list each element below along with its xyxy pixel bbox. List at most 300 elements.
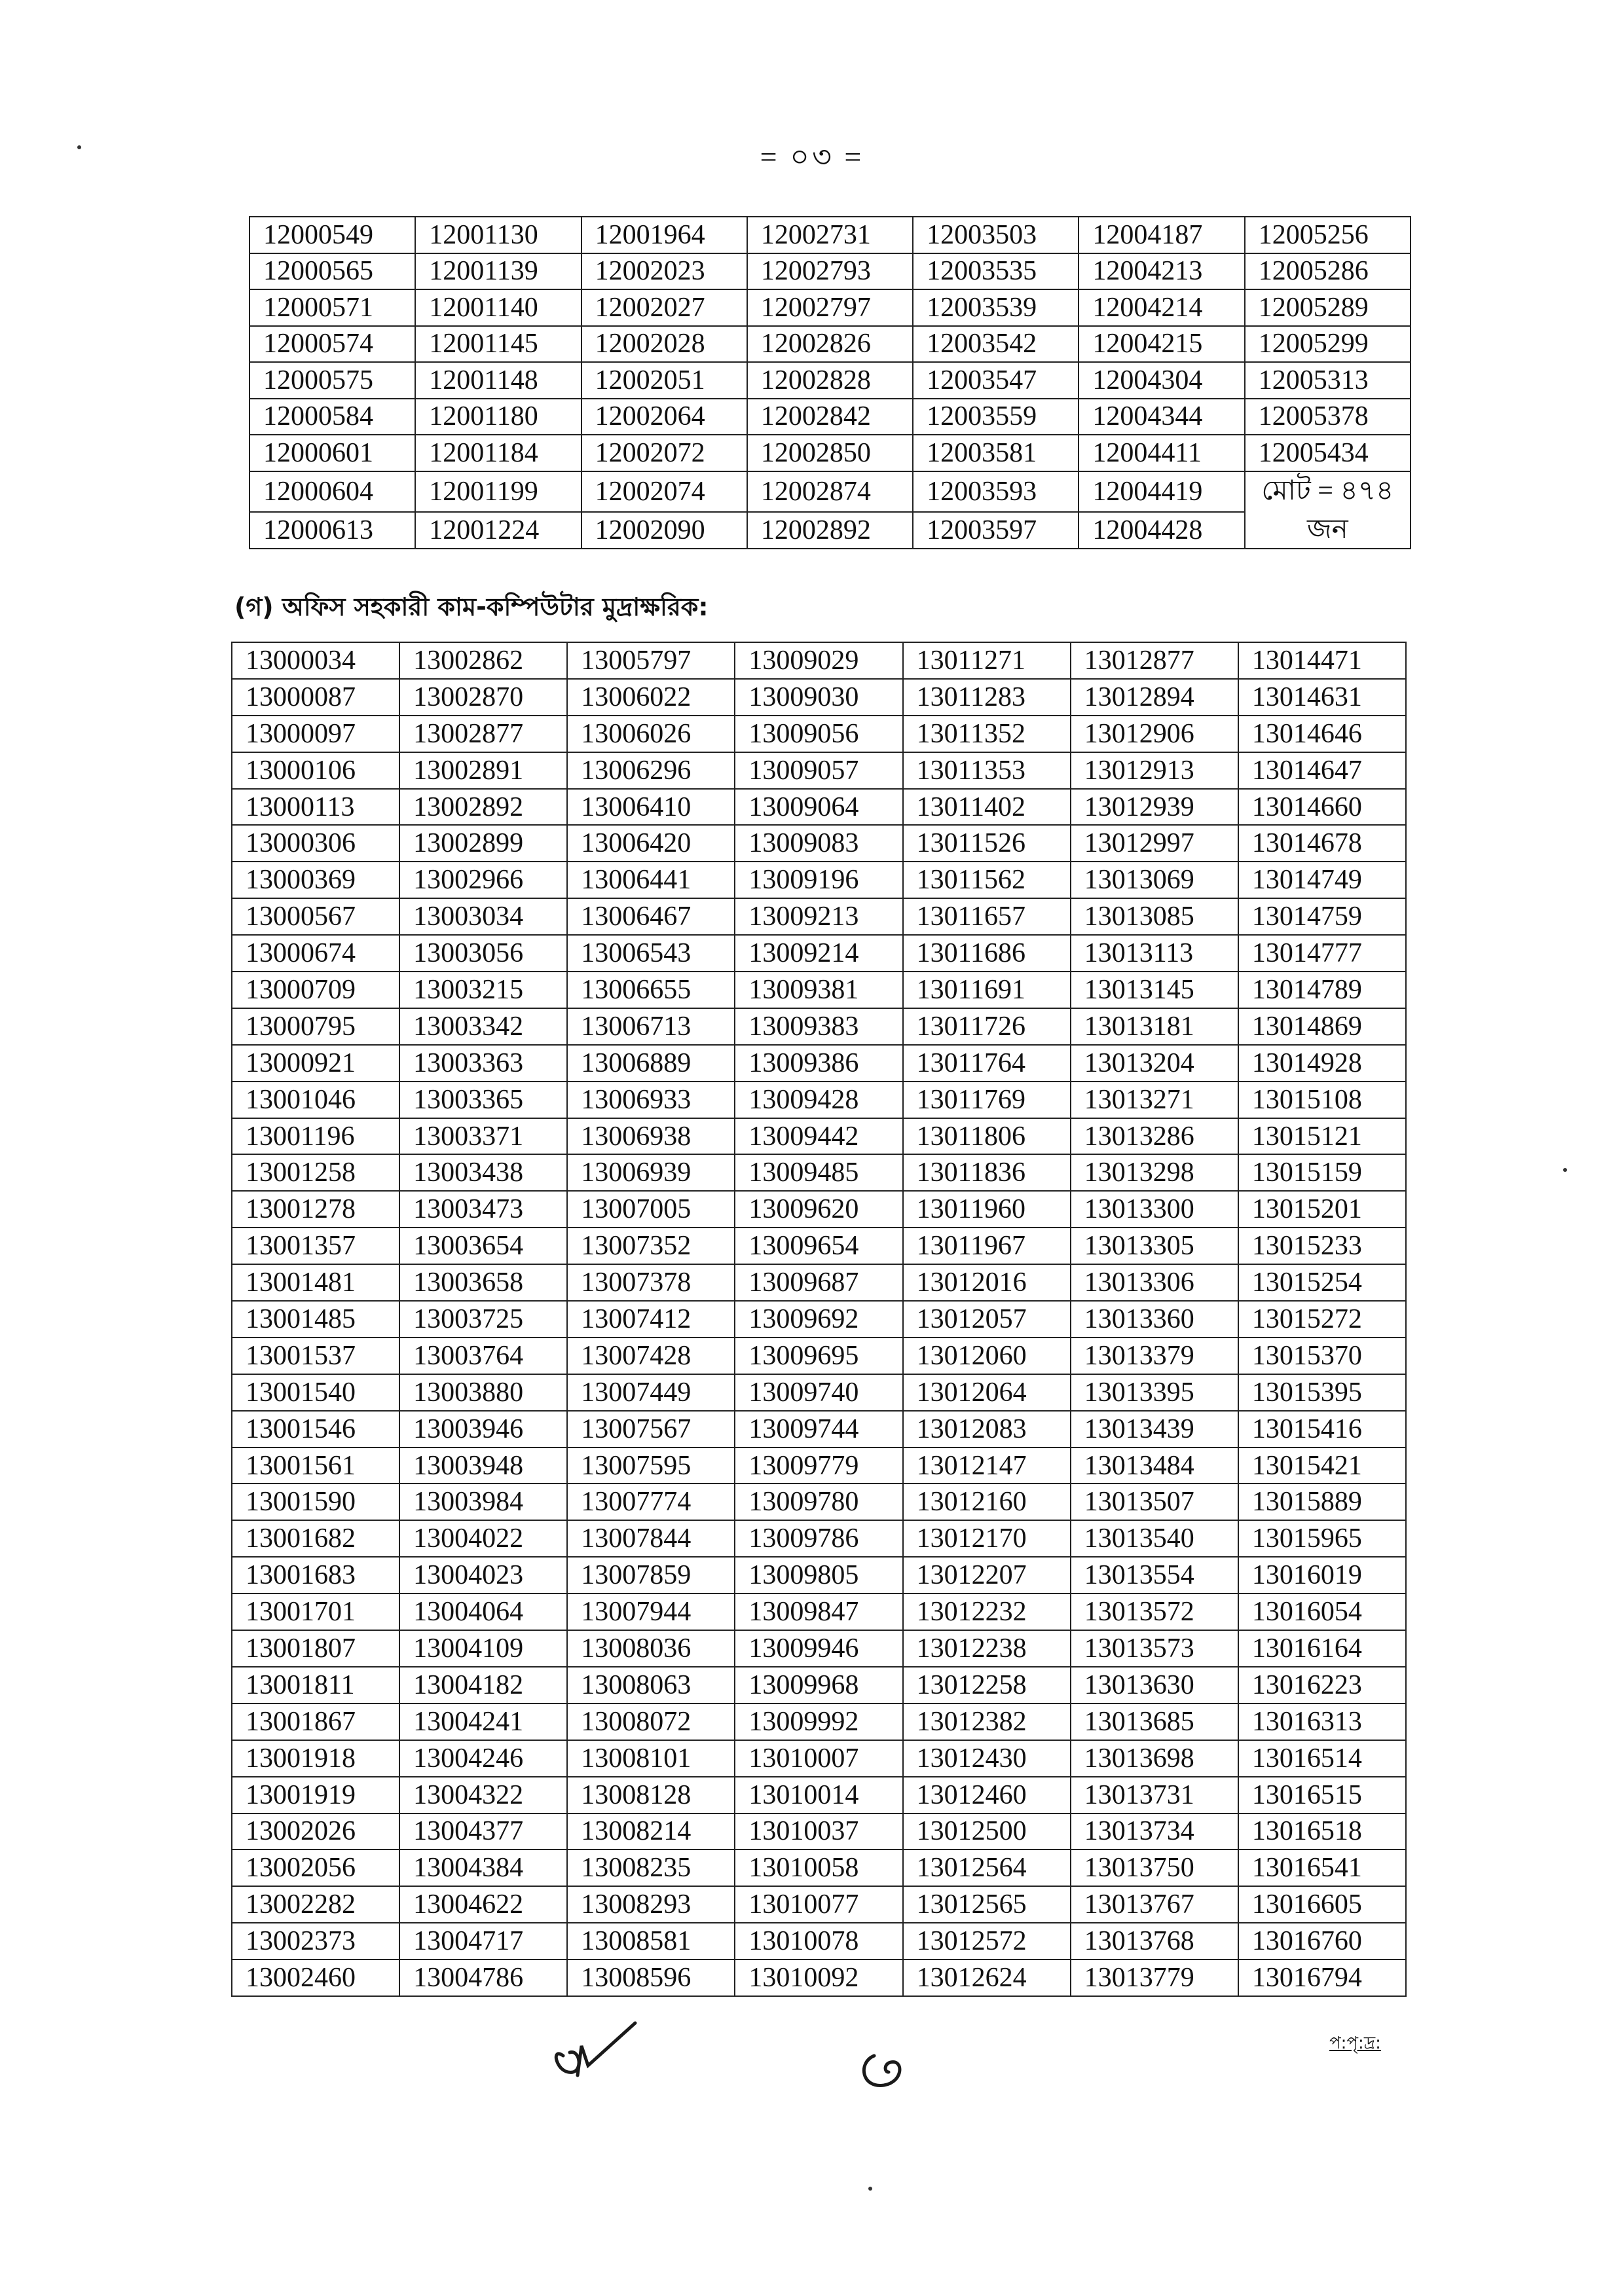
roll-number-cell: 12002892: [747, 512, 913, 549]
roll-number-cell: 13001919: [232, 1777, 399, 1813]
roll-number-cell: 13014749: [1238, 862, 1406, 898]
roll-number-cell: 13013630: [1071, 1667, 1238, 1704]
roll-number-cell: 13016605: [1238, 1886, 1406, 1923]
roll-number-cell: 13013484: [1071, 1448, 1238, 1484]
table-row: [232, 752, 1406, 789]
roll-number-cell: 13013685: [1071, 1704, 1238, 1740]
roll-number-cell: 13003948: [399, 1448, 567, 1484]
table-row: [232, 1448, 1406, 1484]
roll-number-cell: 12005289: [1245, 289, 1411, 326]
roll-number-cell: 13007844: [567, 1520, 735, 1557]
roll-number-cell: 13000087: [232, 679, 399, 716]
roll-number-cell: 13012238: [903, 1630, 1071, 1667]
roll-number-cell: 13001540: [232, 1374, 399, 1411]
roll-number-cell: 13012060: [903, 1338, 1071, 1374]
roll-number-cell: 13002877: [399, 716, 567, 752]
roll-number-cell: 13013085: [1071, 898, 1238, 935]
roll-number-cell: 13016760: [1238, 1923, 1406, 1959]
roll-number-cell: 13009213: [735, 898, 902, 935]
roll-number-cell: 13009692: [735, 1301, 902, 1338]
roll-number-cell: 13013573: [1071, 1630, 1238, 1667]
roll-number-cell: 13001682: [232, 1520, 399, 1557]
roll-number-cell: 13000113: [232, 789, 399, 826]
roll-number-cell: 13011402: [903, 789, 1071, 826]
roll-number-cell: 13014678: [1238, 825, 1406, 862]
roll-number-cell: 12004411: [1079, 435, 1244, 471]
table-row: [232, 1886, 1406, 1923]
roll-number-cell: 13006939: [567, 1154, 735, 1191]
roll-number-cell: 13013298: [1071, 1154, 1238, 1191]
roll-number-cell: 12002828: [747, 362, 913, 399]
roll-number-cell: 13011352: [903, 716, 1071, 752]
roll-number-cell: 13007378: [567, 1264, 735, 1301]
table-row: [232, 1118, 1406, 1155]
section-heading: (গ) অফিস সহকারী কাম-কম্পিউটার মুদ্রাক্ষরিক:: [234, 592, 709, 621]
roll-number-cell: 13012207: [903, 1557, 1071, 1594]
roll-number-cell: 13014928: [1238, 1045, 1406, 1082]
table-row: [232, 1191, 1406, 1228]
roll-number-cell: 13003764: [399, 1338, 567, 1374]
roll-number-cell: 13016164: [1238, 1630, 1406, 1667]
roll-number-cell: 13003342: [399, 1008, 567, 1045]
table-row: [232, 1923, 1406, 1959]
roll-number-cell: 12004187: [1079, 217, 1244, 253]
page-number: = ০৩ =: [760, 140, 864, 173]
roll-number-cell: 13009780: [735, 1484, 902, 1520]
roll-number-cell: 13016518: [1238, 1813, 1406, 1850]
roll-number-cell: 13009992: [735, 1704, 902, 1740]
roll-number-cell: 13004786: [399, 1959, 567, 1996]
roll-number-cell: 13010078: [735, 1923, 902, 1959]
table-row: [232, 679, 1406, 716]
roll-number-cell: 13009620: [735, 1191, 902, 1228]
roll-number-cell: 13013379: [1071, 1338, 1238, 1374]
roll-number-cell: 13013734: [1071, 1813, 1238, 1850]
roll-number-cell: 13009383: [735, 1008, 902, 1045]
roll-number-cell: 13003984: [399, 1484, 567, 1520]
table-row: [232, 1338, 1406, 1374]
roll-number-cell: 13006420: [567, 825, 735, 862]
roll-number-cell: 13003438: [399, 1154, 567, 1191]
roll-number-cell: 13012913: [1071, 752, 1238, 789]
table-row: [232, 862, 1406, 898]
roll-number-cell: 13015201: [1238, 1191, 1406, 1228]
table-row: [232, 716, 1406, 752]
roll-number-cell: 13009740: [735, 1374, 902, 1411]
roll-number-cell: 13000369: [232, 862, 399, 898]
roll-number-cell: 12005256: [1245, 217, 1411, 253]
roll-number-cell: 12004213: [1079, 253, 1244, 290]
roll-number-cell: 12002842: [747, 399, 913, 435]
roll-number-cell: 13012083: [903, 1411, 1071, 1448]
roll-number-cell: 12002028: [581, 326, 747, 363]
roll-number-cell: 13008235: [567, 1850, 735, 1886]
roll-number-cell: 13011967: [903, 1228, 1071, 1264]
roll-number-cell: 13006655: [567, 972, 735, 1008]
roll-number-cell: 13013507: [1071, 1484, 1238, 1520]
roll-number-cell: 13013779: [1071, 1959, 1238, 1996]
roll-number-cell: 13006889: [567, 1045, 735, 1082]
roll-number-cell: 13013698: [1071, 1740, 1238, 1777]
roll-number-cell: 12000613: [249, 512, 415, 549]
roll-number-cell: 13006938: [567, 1118, 735, 1155]
roll-number-cell: 13010037: [735, 1813, 902, 1850]
roll-number-cell: 13001278: [232, 1191, 399, 1228]
roll-number-cell: 13014660: [1238, 789, 1406, 826]
table-row: [232, 1740, 1406, 1777]
roll-number-cell: 13006026: [567, 716, 735, 752]
roll-number-cell: 13003056: [399, 935, 567, 972]
roll-number-cell: 13009654: [735, 1228, 902, 1264]
roll-number-cell: 13000106: [232, 752, 399, 789]
table-row: [249, 362, 1411, 399]
roll-number-cell: 13016019: [1238, 1557, 1406, 1594]
roll-number-cell: 13006713: [567, 1008, 735, 1045]
scan-speck: [868, 2187, 872, 2191]
roll-number-cell: 13002026: [232, 1813, 399, 1850]
roll-number-cell: 13002891: [399, 752, 567, 789]
roll-number-cell: 13008596: [567, 1959, 735, 1996]
roll-number-cell: 12002064: [581, 399, 747, 435]
table-row: [249, 253, 1411, 290]
roll-number-cell: 12000604: [249, 471, 415, 513]
roll-number-cell: 13013271: [1071, 1082, 1238, 1118]
roll-number-cell: 13001481: [232, 1264, 399, 1301]
roll-number-cell: 13012997: [1071, 825, 1238, 862]
roll-number-cell: 13006543: [567, 935, 735, 972]
roll-number-cell: 13016515: [1238, 1777, 1406, 1813]
roll-number-cell: 12003542: [913, 326, 1079, 363]
roll-number-cell: 13015108: [1238, 1082, 1406, 1118]
roll-number-cell: 13012624: [903, 1959, 1071, 1996]
roll-number-cell: 13013572: [1071, 1594, 1238, 1630]
roll-number-cell: 13006933: [567, 1082, 735, 1118]
table-row: [232, 1008, 1406, 1045]
roll-number-cell: 13014647: [1238, 752, 1406, 789]
roll-number-cell: 13010092: [735, 1959, 902, 1996]
table-row: [232, 1374, 1406, 1411]
table-row: [232, 1959, 1406, 1996]
roll-number-cell: 13003365: [399, 1082, 567, 1118]
table-row: [232, 1594, 1406, 1630]
roll-number-cell: 12000575: [249, 362, 415, 399]
roll-number-cell: 13009083: [735, 825, 902, 862]
roll-number-cell: 13004384: [399, 1850, 567, 1886]
roll-number-cell: 13008581: [567, 1923, 735, 1959]
roll-number-cell: 13016541: [1238, 1850, 1406, 1886]
table-row: [232, 898, 1406, 935]
table-row: [232, 1411, 1406, 1448]
roll-number-cell: 13001537: [232, 1338, 399, 1374]
roll-number-cell: 13012894: [1071, 679, 1238, 716]
roll-number-cell: 13013731: [1071, 1777, 1238, 1813]
continued-overleaf-label: প:পৃ:দ্র:: [1329, 2033, 1381, 2053]
roll-number-cell: 13011726: [903, 1008, 1071, 1045]
roll-number-cell: 13012939: [1071, 789, 1238, 826]
roll-number-cell: 13003034: [399, 898, 567, 935]
signature-initial-2: [855, 2036, 913, 2095]
table-row: [249, 399, 1411, 435]
roll-number-cell: 13011271: [903, 642, 1071, 679]
roll-number-cell: 12005313: [1245, 362, 1411, 399]
roll-number-cell: 13014759: [1238, 898, 1406, 935]
table-row: [232, 1154, 1406, 1191]
roll-number-cell: 13008293: [567, 1886, 735, 1923]
roll-number-cell: 13007412: [567, 1301, 735, 1338]
roll-number-cell: 13013300: [1071, 1191, 1238, 1228]
roll-number-cell: 12000584: [249, 399, 415, 435]
roll-number-cell: 13006296: [567, 752, 735, 789]
roll-number-cell: 12002027: [581, 289, 747, 326]
roll-table-previous-section: [249, 216, 1411, 549]
roll-number-cell: 13004246: [399, 1740, 567, 1777]
roll-number-cell: 13009946: [735, 1630, 902, 1667]
roll-number-cell: 13012147: [903, 1448, 1071, 1484]
table-row: [232, 1777, 1406, 1813]
roll-number-cell: 13000674: [232, 935, 399, 972]
roll-number-cell: 13013768: [1071, 1923, 1238, 1959]
roll-number-cell: 12002051: [581, 362, 747, 399]
total-unit-label: জন: [1245, 512, 1411, 549]
roll-number-cell: 13015254: [1238, 1264, 1406, 1301]
roll-number-cell: 13012382: [903, 1704, 1071, 1740]
roll-number-cell: 13013286: [1071, 1118, 1238, 1155]
roll-number-cell: 12003503: [913, 217, 1079, 253]
roll-number-cell: 13001867: [232, 1704, 399, 1740]
table-row: [232, 1228, 1406, 1264]
roll-number-cell: 13001811: [232, 1667, 399, 1704]
roll-number-cell: 13007005: [567, 1191, 735, 1228]
roll-number-cell: 12004419: [1079, 471, 1244, 513]
roll-number-cell: 13013181: [1071, 1008, 1238, 1045]
table-row: [232, 1630, 1406, 1667]
roll-number-cell: 13001258: [232, 1154, 399, 1191]
table-row: [232, 1850, 1406, 1886]
roll-number-cell: 13009057: [735, 752, 902, 789]
roll-number-cell: 13004717: [399, 1923, 567, 1959]
table-row: [232, 935, 1406, 972]
roll-number-cell: 13012016: [903, 1264, 1071, 1301]
table-row: [232, 972, 1406, 1008]
roll-number-cell: 13008214: [567, 1813, 735, 1850]
table-row: [232, 1813, 1406, 1850]
roll-number-cell: 13002373: [232, 1923, 399, 1959]
roll-number-cell: 12001224: [415, 512, 581, 549]
roll-number-cell: 12005299: [1245, 326, 1411, 363]
roll-number-cell: 12003593: [913, 471, 1079, 513]
roll-number-cell: 13002892: [399, 789, 567, 826]
roll-number-cell: 13002282: [232, 1886, 399, 1923]
table-row: [232, 1484, 1406, 1520]
roll-number-cell: 12003559: [913, 399, 1079, 435]
roll-number-cell: 13011657: [903, 898, 1071, 935]
roll-number-cell: 13007595: [567, 1448, 735, 1484]
roll-number-cell: 13015233: [1238, 1228, 1406, 1264]
table-row: [232, 825, 1406, 862]
roll-number-cell: 13001590: [232, 1484, 399, 1520]
roll-number-cell: 13006410: [567, 789, 735, 826]
roll-number-cell: 13015965: [1238, 1520, 1406, 1557]
roll-number-cell: 13003658: [399, 1264, 567, 1301]
roll-number-cell: 13012460: [903, 1777, 1071, 1813]
roll-number-cell: 13002966: [399, 862, 567, 898]
roll-number-cell: 13015370: [1238, 1338, 1406, 1374]
roll-number-cell: 13000306: [232, 825, 399, 862]
roll-number-cell: 13013395: [1071, 1374, 1238, 1411]
roll-number-cell: 13016313: [1238, 1704, 1406, 1740]
roll-number-cell: 13016054: [1238, 1594, 1406, 1630]
roll-number-cell: 13014789: [1238, 972, 1406, 1008]
roll-number-cell: 13003371: [399, 1118, 567, 1155]
table-row: [232, 1045, 1406, 1082]
table-row: [249, 217, 1411, 253]
roll-number-cell: 13007944: [567, 1594, 735, 1630]
roll-number-cell: 13013305: [1071, 1228, 1238, 1264]
roll-number-cell: 12005286: [1245, 253, 1411, 290]
roll-number-cell: 12004304: [1079, 362, 1244, 399]
roll-number-cell: 12004214: [1079, 289, 1244, 326]
roll-number-cell: 13013204: [1071, 1045, 1238, 1082]
roll-number-cell: 13002862: [399, 642, 567, 679]
roll-number-cell: 13013439: [1071, 1411, 1238, 1448]
roll-number-cell: 12002874: [747, 471, 913, 513]
roll-number-cell: 13010014: [735, 1777, 902, 1813]
roll-number-cell: 13010077: [735, 1886, 902, 1923]
roll-number-cell: 12001139: [415, 253, 581, 290]
roll-number-cell: 12005434: [1245, 435, 1411, 471]
roll-number-cell: 12003581: [913, 435, 1079, 471]
roll-number-cell: 13007428: [567, 1338, 735, 1374]
roll-number-cell: 12002826: [747, 326, 913, 363]
roll-number-cell: 12002072: [581, 435, 747, 471]
roll-number-cell: 13009029: [735, 642, 902, 679]
roll-number-cell: 13009056: [735, 716, 902, 752]
roll-number-cell: 13013145: [1071, 972, 1238, 1008]
roll-number-cell: 13000034: [232, 642, 399, 679]
roll-number-cell: 13011836: [903, 1154, 1071, 1191]
roll-number-cell: 12002850: [747, 435, 913, 471]
table-row: [232, 1557, 1406, 1594]
roll-number-cell: 13003215: [399, 972, 567, 1008]
table-row: [232, 642, 1406, 679]
roll-number-cell: 13004022: [399, 1520, 567, 1557]
roll-number-cell: 13004322: [399, 1777, 567, 1813]
roll-number-cell: 12000565: [249, 253, 415, 290]
roll-number-cell: 12004428: [1079, 512, 1244, 549]
roll-number-cell: 12002731: [747, 217, 913, 253]
roll-number-cell: 13014777: [1238, 935, 1406, 972]
roll-number-cell: 13011691: [903, 972, 1071, 1008]
roll-number-cell: 13014631: [1238, 679, 1406, 716]
roll-number-cell: 13013113: [1071, 935, 1238, 972]
roll-number-cell: 13015889: [1238, 1484, 1406, 1520]
scan-speck: [77, 145, 81, 149]
roll-number-cell: 13011353: [903, 752, 1071, 789]
roll-number-cell: 13003725: [399, 1301, 567, 1338]
roll-number-cell: 13003946: [399, 1411, 567, 1448]
roll-number-cell: 12000574: [249, 326, 415, 363]
roll-number-cell: 13015121: [1238, 1118, 1406, 1155]
roll-number-cell: 12001130: [415, 217, 581, 253]
roll-number-cell: 13007352: [567, 1228, 735, 1264]
roll-number-cell: 13002460: [232, 1959, 399, 1996]
roll-number-cell: 13000795: [232, 1008, 399, 1045]
roll-number-cell: 13009744: [735, 1411, 902, 1448]
roll-number-cell: 13012877: [1071, 642, 1238, 679]
roll-number-cell: 13012430: [903, 1740, 1071, 1777]
roll-table-office-assistant: [231, 642, 1407, 1997]
roll-number-cell: 13008063: [567, 1667, 735, 1704]
roll-number-cell: 13004622: [399, 1886, 567, 1923]
roll-number-cell: 13009687: [735, 1264, 902, 1301]
roll-number-cell: 13005797: [567, 642, 735, 679]
table-row: [249, 435, 1411, 471]
roll-number-cell: 13012500: [903, 1813, 1071, 1850]
roll-number-cell: 13013069: [1071, 862, 1238, 898]
roll-number-cell: 13004064: [399, 1594, 567, 1630]
roll-number-cell: 13009805: [735, 1557, 902, 1594]
roll-number-cell: 13013554: [1071, 1557, 1238, 1594]
roll-number-cell: 13013306: [1071, 1264, 1238, 1301]
roll-number-cell: 13009196: [735, 862, 902, 898]
roll-number-cell: 13015159: [1238, 1154, 1406, 1191]
roll-number-cell: 12000601: [249, 435, 415, 471]
roll-number-cell: 13009786: [735, 1520, 902, 1557]
roll-number-cell: 13007774: [567, 1484, 735, 1520]
roll-number-cell: 12004344: [1079, 399, 1244, 435]
roll-number-cell: 13000567: [232, 898, 399, 935]
roll-number-cell: 13015421: [1238, 1448, 1406, 1484]
table-row: [249, 289, 1411, 326]
roll-number-cell: 12001145: [415, 326, 581, 363]
roll-number-cell: 13003880: [399, 1374, 567, 1411]
roll-number-cell: 13004182: [399, 1667, 567, 1704]
table-row: [232, 1667, 1406, 1704]
table-row: [232, 1264, 1406, 1301]
roll-number-cell: 12000549: [249, 217, 415, 253]
signature-initial-1: [544, 2020, 642, 2092]
roll-number-cell: 13004023: [399, 1557, 567, 1594]
table-row: [232, 789, 1406, 826]
roll-number-cell: 13002056: [232, 1850, 399, 1886]
roll-number-cell: 13015416: [1238, 1411, 1406, 1448]
table-row: [232, 1301, 1406, 1338]
roll-number-cell: 12001140: [415, 289, 581, 326]
roll-number-cell: 13013750: [1071, 1850, 1238, 1886]
roll-number-cell: 12002090: [581, 512, 747, 549]
roll-number-cell: 13001701: [232, 1594, 399, 1630]
roll-number-cell: 12002023: [581, 253, 747, 290]
roll-number-cell: 13002899: [399, 825, 567, 862]
roll-number-cell: 13010058: [735, 1850, 902, 1886]
table-row: [232, 1704, 1406, 1740]
roll-number-cell: 13009386: [735, 1045, 902, 1082]
roll-number-cell: 13001046: [232, 1082, 399, 1118]
roll-number-cell: 13016223: [1238, 1667, 1406, 1704]
roll-number-cell: 13007859: [567, 1557, 735, 1594]
roll-number-cell: 13000921: [232, 1045, 399, 1082]
roll-number-cell: 13003654: [399, 1228, 567, 1264]
roll-number-cell: 13004377: [399, 1813, 567, 1850]
roll-number-cell: 13011283: [903, 679, 1071, 716]
roll-number-cell: 13001561: [232, 1448, 399, 1484]
roll-number-cell: 12003535: [913, 253, 1079, 290]
roll-number-cell: 13003473: [399, 1191, 567, 1228]
roll-number-cell: 13014869: [1238, 1008, 1406, 1045]
roll-number-cell: 13009968: [735, 1667, 902, 1704]
roll-number-cell: 13007449: [567, 1374, 735, 1411]
roll-number-cell: 12000571: [249, 289, 415, 326]
